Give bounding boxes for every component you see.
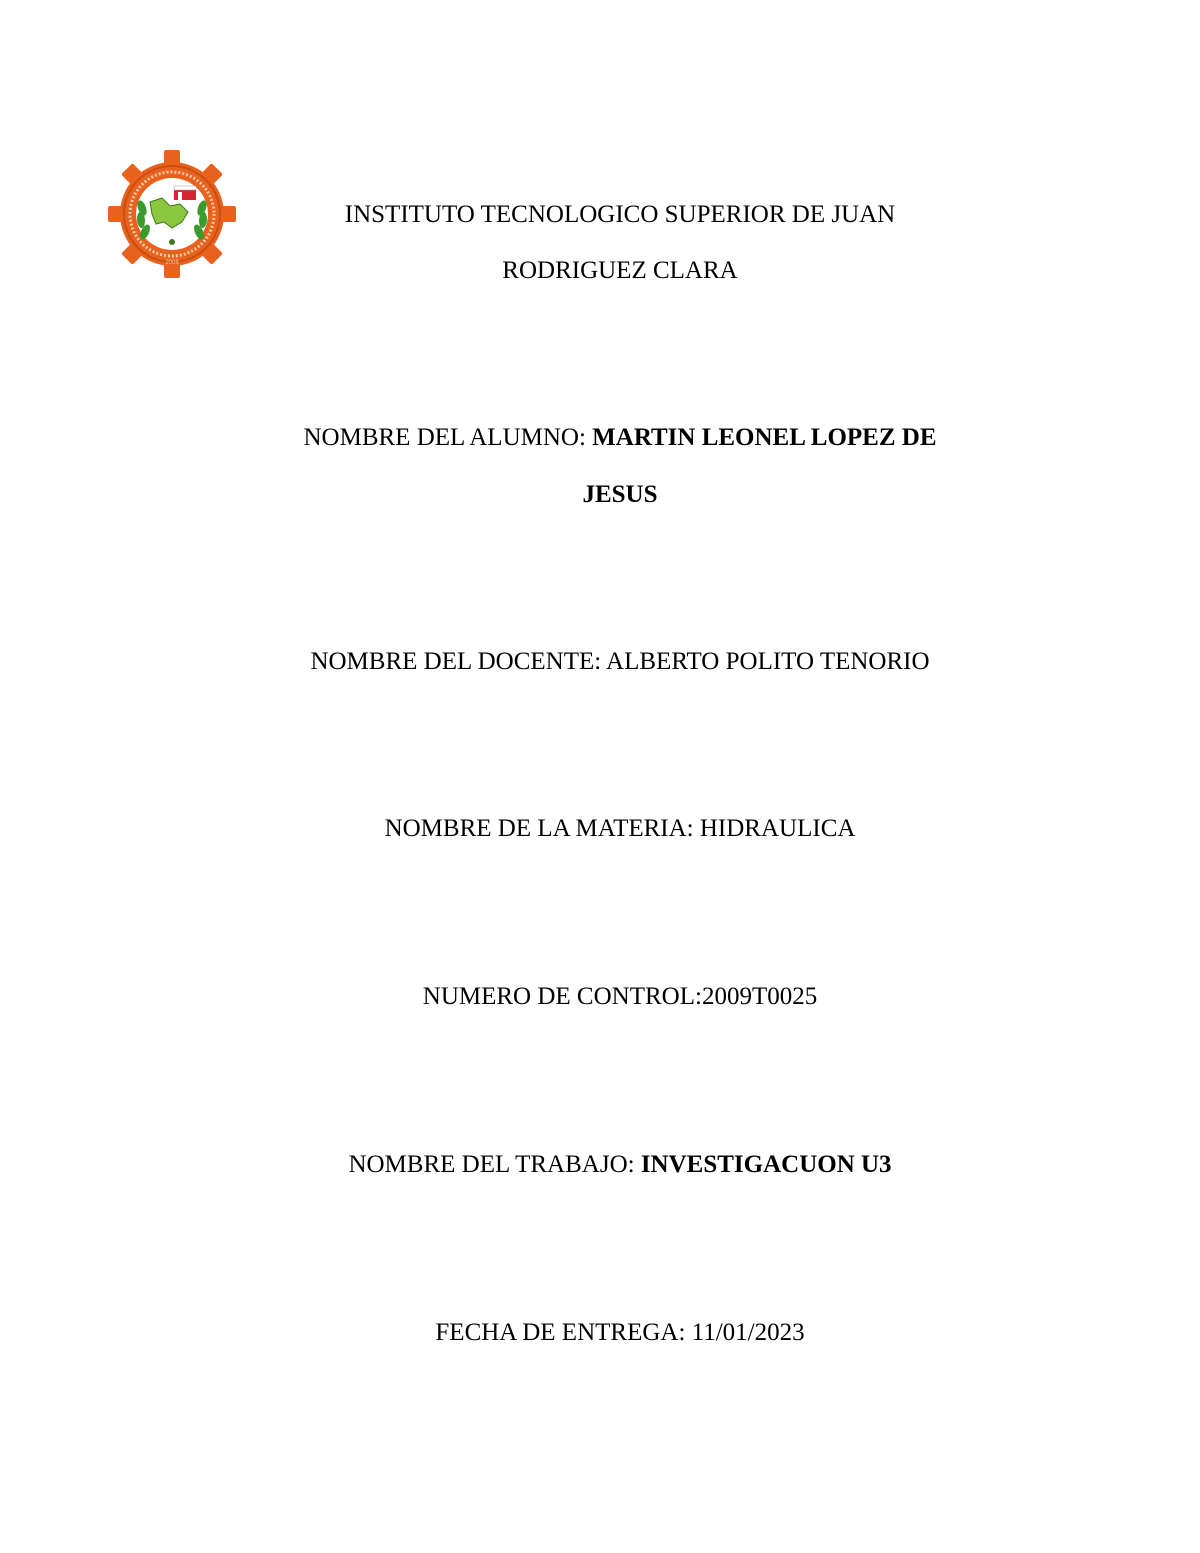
student-line [100,423,1140,453]
delivery-value: 11/01/2023 [691,1319,805,1346]
control-value: 2009T0025 [701,983,818,1010]
delivery-label: FECHA DE ENTREGA: [435,1319,692,1346]
control-line [100,982,1140,1012]
student-name-line1: MARTIN LEONEL LOPEZ DE [592,424,937,451]
institution-name-line1: INSTITUTO TECNOLOGICO SUPERIOR DE JUAN [344,201,896,228]
flag-icon [174,186,196,200]
work-value: INVESTIGACUON U3 [640,1151,892,1178]
logo-year: 2008 [165,260,179,266]
teacher-label: NOMBRE DEL DOCENTE: [310,648,607,675]
teacher-line [100,647,1140,677]
work-label: NOMBRE DEL TRABAJO: [348,1151,641,1178]
institution-name-line2: RODRIGUEZ CLARA [502,257,738,284]
subject-label: NOMBRE DE LA MATERIA: [384,815,700,842]
work-line [100,1150,1140,1180]
student-name-line2: JESUS [582,481,658,508]
student-label: NOMBRE DEL ALUMNO: [303,424,593,451]
control-label: NUMERO DE CONTROL: [422,983,702,1010]
subject-value: HIDRAULICA [699,815,856,842]
teacher-name: ALBERTO POLITO TENORIO [606,648,930,675]
delivery-line [100,1318,1140,1348]
subject-line [100,814,1140,844]
